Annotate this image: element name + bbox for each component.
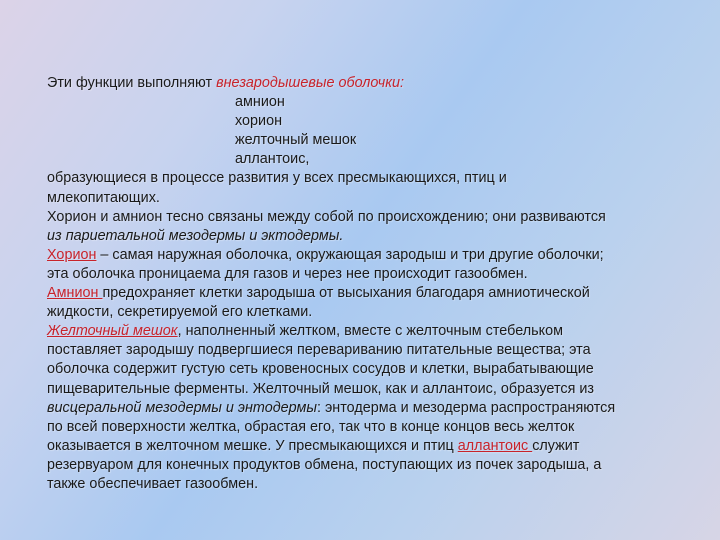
text-line: Желточный мешок, наполненный желтком, вместе с желточным стебельком — [47, 323, 563, 340]
text-line: поставляет зародышу подвергшиеся перевариванию питательные вещества; эта — [47, 342, 591, 359]
list-item-amnion: амнион — [235, 94, 285, 111]
term-chorion: Хорион — [47, 246, 97, 263]
text-line: висцеральной мезодермы и энтодермы: энтодерма и мезодерма распространяются — [47, 399, 616, 416]
text-line: образующиеся в процессе развития у всех пресмыкающихся, птиц и — [47, 170, 507, 187]
list-item-chorion: хорион — [235, 113, 283, 130]
term-allantois: аллантоис — [457, 437, 533, 454]
text-line: резервуаром для конечных продуктов обмена, поступающих из почек зародыша, а — [47, 456, 602, 473]
text-line: оболочка содержит густую сеть кровеносных сосудов и клетки, вырабатывающие — [47, 361, 594, 378]
text-line: млекопитающих. — [47, 189, 160, 206]
slide-text — [47, 74, 687, 494]
text-line: жидкости, секретируемой его клетками. — [47, 304, 313, 321]
term-amnion: Амнион — [47, 285, 103, 302]
term-visceral-mesoderm: висцеральной мезодермы и энтодермы — [47, 399, 317, 416]
list-item-allantois: аллантоис, — [235, 151, 310, 168]
text-line: Хорион – самая наружная оболочка, окружающая зародыш и три другие оболочки; — [47, 246, 604, 263]
text-line: Амнион предохраняет клетки зародыша от высыхания благодаря амниотической — [47, 285, 590, 302]
term-yolk-sac: Желточный мешок — [47, 323, 178, 340]
text-line: пищеварительные ферменты. Желточный мешок, как и аллантоис, образуется из — [47, 380, 595, 397]
list-item-yolk-sac: желточный мешок — [235, 132, 357, 149]
text-line: также обеспечивает газообмен. — [47, 475, 259, 492]
text-line: из париетальной мезодермы и эктодермы. — [47, 227, 344, 244]
text-line: Эти функции выполняют внезародышевые оболочки: — [47, 75, 404, 91]
text-line: эта оболочка проницаема для газов и через нее происходит газообмен. — [47, 265, 528, 282]
text-line: по всей поверхности желтка, обрастая его, так что в конце концов весь желток — [47, 418, 575, 435]
text-line: Хорион и амнион тесно связаны между собой по происхождению; они развиваются — [47, 208, 606, 225]
term-extraembryonic-membranes: внезародышевые оболочки: — [216, 75, 404, 91]
text-line: оказывается в желточном мешке. У пресмыкающихся и птиц аллантоис служит — [47, 437, 580, 454]
